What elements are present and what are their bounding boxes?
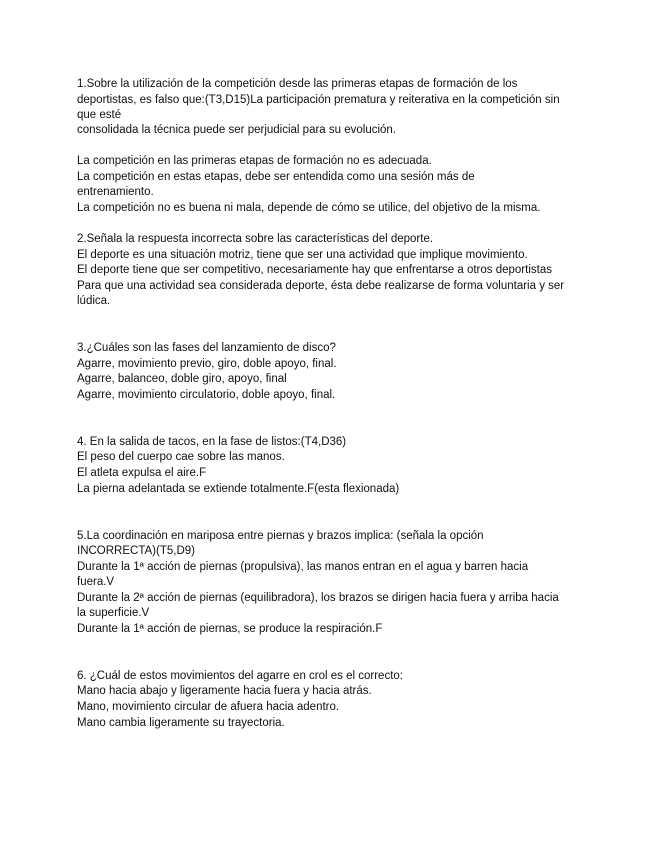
q1-line-3: que esté [77, 109, 122, 121]
q1-line-2: deportistas, es falso que:(T3,D15)La participación prematura y reiterativa en la competición sin [77, 94, 560, 106]
q3-option-1: Agarre, movimiento previo, giro, doble apoyo, final. [77, 358, 337, 370]
q2-option-2: El deporte tiene que ser competitivo, necesariamente hay que enfrentarse a otros deportistas [77, 264, 552, 276]
q3-line-1: 3.¿Cuáles son las fases del lanzamiento de disco? [77, 342, 336, 354]
q5-option-2-cont: la superficie.V [77, 607, 150, 619]
q3-option-3: Agarre, movimiento circulatorio, doble apoyo, final. [77, 389, 336, 401]
q1-option-3: La competición no es buena ni mala, depende de cómo se utilice, del objetivo de la misma. [77, 202, 541, 214]
q1-line-1: 1.Sobre la utilización de la competición desde las primeras etapas de formación de los [77, 78, 518, 90]
q4-option-1: El peso del cuerpo cae sobre las manos. [77, 451, 285, 463]
q2-option-3-cont: lúdica. [77, 295, 111, 307]
q2-option-3: Para que una actividad sea considerada deporte, ésta debe realizarse de forma voluntaria y ser [77, 280, 565, 292]
q6-line-1: 6. ¿Cuál de estos movimientos del agarre en crol es el correcto: [77, 670, 403, 682]
q4-option-3: La pierna adelantada se extiende totalmente.F(esta flexionada) [77, 483, 400, 495]
q5-option-2: Durante la 2ª acción de piernas (equilibradora), los brazos se dirigen hacia fuera y arriba hacia [77, 592, 559, 604]
q1-option-2-cont: entrenamiento. [77, 186, 154, 198]
q2-line-1: 2.Señala la respuesta incorrecta sobre las características del deporte. [77, 233, 434, 245]
q6-option-3: Mano cambia ligeramente su trayectoria. [77, 717, 285, 729]
q4-option-2: El atleta expulsa el aire.F [77, 467, 207, 479]
q5-option-1-cont: fuera.V [77, 576, 115, 588]
q5-option-1: Durante la 1ª acción de piernas (propulsiva), las manos entran en el agua y barren hacia [77, 561, 529, 573]
q1-option-1: La competición en las primeras etapas de formación no es adecuada. [77, 155, 432, 167]
q4-line-1: 4. En la salida de tacos, en la fase de listos:(T4,D36) [77, 436, 347, 448]
q3-option-2: Agarre, balanceo, doble giro, apoyo, final [77, 373, 287, 385]
q5-option-3: Durante la 1ª acción de piernas, se produce la respiración.F [77, 623, 383, 635]
q5-line-2: INCORRECTA)(T5,D9) [77, 545, 195, 557]
q6-option-2: Mano, movimiento circular de afuera hacia adentro. [77, 701, 340, 713]
q1-line-4: consolidada la técnica puede ser perjudicial para su evolución. [77, 124, 397, 136]
q6-option-1: Mano hacia abajo y ligeramente hacia fuera y hacia atrás. [77, 685, 372, 697]
q1-option-2: La competición en estas etapas, debe ser entendida como una sesión más de [77, 171, 475, 183]
q5-line-1: 5.La coordinación en mariposa entre piernas y brazos implica: (señala la opción [77, 530, 484, 542]
q2-option-1: El deporte es una situación motriz, tiene que ser una actividad que implique movimiento. [77, 249, 528, 261]
